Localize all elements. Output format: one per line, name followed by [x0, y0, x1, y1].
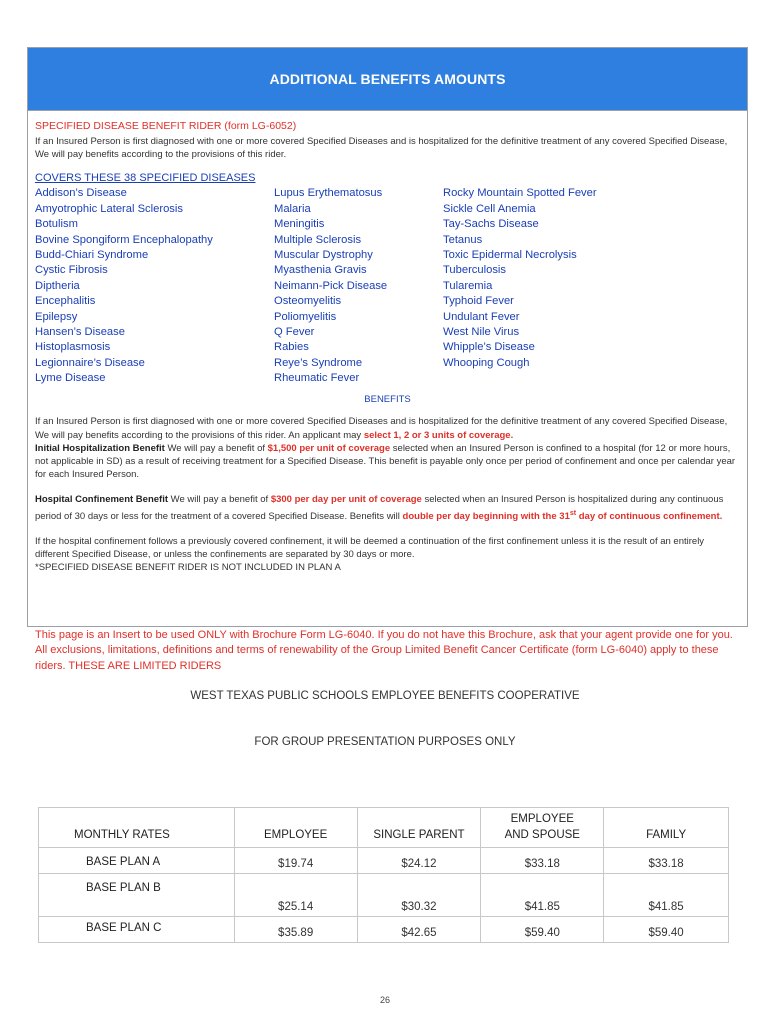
disease-item: Sickle Cell Anemia: [443, 202, 536, 215]
rate-cell: $24.12: [357, 848, 481, 874]
presentation-note: FOR GROUP PRESENTATION PURPOSES ONLY: [254, 736, 516, 748]
disease-item: Bovine Spongiform Encephalopathy: [35, 233, 213, 246]
header-employee-line2: AND SPOUSE: [504, 829, 580, 841]
header-single-parent: SINGLE PARENT: [357, 808, 481, 848]
disease-item: Malaria: [274, 202, 311, 215]
disease-item: Lyme Disease: [35, 372, 106, 385]
disease-item: Tay-Sachs Disease: [443, 218, 539, 231]
table-header-row: [39, 808, 729, 848]
rate-cell: $30.32: [357, 874, 481, 917]
disease-item: Addison’s Disease: [35, 187, 127, 200]
covers-title: COVERS THESE 38 SPECIFIED DISEASES: [35, 172, 256, 185]
confinement-sup: st: [569, 509, 577, 517]
header-monthly-rates: MONTHLY RATES: [39, 808, 235, 848]
rider-intro: If an Insured Person is first diagnosed with one or more covered Specified Diseases and is hospitalized for the definitive treatment of any covered Specified Disease, We will pay benefits according to the provisions of this rider.: [35, 136, 728, 161]
disease-item: Tetanus: [443, 233, 483, 246]
disease-column-1: [35, 186, 213, 386]
rate-cell: $35.89: [234, 917, 357, 943]
plan-a-note: *SPECIFIED DISEASE BENEFIT RIDER IS NOT INCLUDED IN PLAN A: [35, 562, 341, 574]
disease-item: Rocky Mountain Spotted Fever: [443, 187, 597, 200]
disease-item: Tularemia: [443, 279, 493, 292]
initial-text-b: selected when an Insured Person is confined to a hospital (for 12 or more hours, not applicable in SD) as a result of receiving treatment for a Specified Disease. This benefit is payable only once per period of confinement and once per calendar year for each Insured Person.: [35, 442, 736, 481]
monthly-rates-table: [38, 807, 729, 943]
disease-item: Botulism: [35, 218, 78, 231]
rate-cell: $33.18: [481, 848, 604, 874]
rate-cell: $59.40: [481, 917, 604, 943]
disease-item: Neimann-Pick Disease: [274, 279, 388, 292]
hospital-confinement-label: Hospital Confinement Benefit: [35, 494, 169, 506]
header-employee-line1: EMPLOYEE: [510, 813, 574, 825]
disease-item: Whipple’s Disease: [443, 341, 535, 354]
rider-heading: SPECIFIED DISEASE BENEFIT RIDER (form LG-6052): [35, 120, 297, 132]
panel-body: [28, 111, 747, 575]
disease-item: Toxic Epidermal Necrolysis: [443, 249, 577, 262]
hospital-confinement: [35, 493, 740, 523]
continuation-text: If the hospital confinement follows a previously covered confinement, it will be deemed a continuation of the first confinement unless it is the result of an entirely different Specified Disease, or unless the confinements are separated by 30 days or more.: [35, 535, 705, 561]
benefits-intro: [35, 415, 740, 481]
disease-list: [35, 186, 740, 386]
disease-item: Legionnaire’s Disease: [35, 356, 145, 369]
benefits-intro-text: If an Insured Person is first diagnosed with one or more covered Specified Diseases and is hospitalized for the definitive treatment of any covered Specified Disease, We will pay benefits according to the provisions of this rider. An applicant may: [35, 416, 728, 441]
disease-item: Poliomyelitis: [274, 310, 337, 323]
disease-column-3: [443, 186, 597, 371]
table-row: [39, 917, 729, 943]
disease-item: West Nile Virus: [443, 326, 520, 339]
disease-item: Budd-Chiari Syndrome: [35, 249, 149, 262]
disease-item: Multiple Sclerosis: [274, 233, 362, 246]
disease-item: Muscular Dystrophy: [274, 249, 373, 262]
rate-cell: $25.14: [234, 874, 357, 917]
units-period: .: [510, 429, 514, 441]
rate-cell: $42.65: [357, 917, 481, 943]
disease-item: Myasthenia Gravis: [274, 264, 367, 277]
insert-notice: This page is an Insert to be used ONLY with Brochure Form LG-6040. If you do not have this Brochure, ask that your agent provide one for you. All exclusions, limitations, definitions and terms of renewability of the Group Limited Benefit Cancer Certificate (form LG-6040) apply to these riders. THESE ARE LIMITED RIDERS: [35, 629, 733, 672]
page-number: 26: [379, 995, 390, 1005]
disease-column-2: [274, 186, 387, 386]
disease-item: Rheumatic Fever: [274, 372, 360, 385]
table-row: [39, 874, 729, 917]
table-row: [39, 848, 729, 874]
benefits-title: BENEFITS: [364, 394, 411, 406]
benefits-banner: [28, 48, 747, 111]
initial-amount: $1,500 per unit of coverage: [267, 442, 391, 454]
confinement-text-a: We will pay a benefit of: [168, 494, 271, 506]
initial-hospitalization-label: Initial Hospitalization Benefit: [35, 442, 165, 454]
rate-cell: $41.85: [481, 874, 604, 917]
disease-item: Diptheria: [35, 279, 80, 292]
benefits-panel: [27, 47, 748, 627]
plan-label: BASE PLAN B: [39, 874, 235, 917]
banner-title: ADDITIONAL BENEFITS AMOUNTS: [269, 71, 506, 87]
header-employee: EMPLOYEE: [234, 808, 357, 848]
units-of-coverage: select 1, 2 or 3 units of coverage: [363, 429, 511, 441]
disease-item: Epilepsy: [35, 310, 78, 323]
plan-label: BASE PLAN A: [39, 848, 235, 874]
plan-label: BASE PLAN C: [39, 917, 235, 943]
rate-cell: $41.85: [604, 874, 729, 917]
confinement-double: double per day beginning with the 31: [402, 510, 570, 522]
confinement-amount: $300 per day per unit of coverage: [270, 494, 422, 506]
disease-item: Histoplasmosis: [35, 341, 111, 354]
disease-item: Lupus Erythematosus: [274, 187, 383, 200]
disease-item: Rabies: [274, 341, 309, 354]
header-employee-and-spouse: [481, 808, 604, 848]
disease-item: Reye’s Syndrome: [274, 356, 363, 369]
organization-name: WEST TEXAS PUBLIC SCHOOLS EMPLOYEE BENEFITS COOPERATIVE: [190, 690, 580, 702]
disease-item: Cystic Fibrosis: [35, 264, 108, 277]
disease-item: Tuberculosis: [443, 264, 507, 277]
rate-cell: $59.40: [604, 917, 729, 943]
initial-text-a: We will pay a benefit of: [164, 442, 268, 454]
confinement-double-end: day of continuous confinement.: [576, 510, 723, 522]
disease-item: Amyotrophic Lateral Sclerosis: [35, 202, 183, 215]
disease-item: Hansen’s Disease: [35, 326, 125, 339]
disease-item: Undulant Fever: [443, 310, 520, 323]
header-family: FAMILY: [604, 808, 729, 848]
rate-cell: $19.74: [234, 848, 357, 874]
rate-cell: $33.18: [604, 848, 729, 874]
disease-item: Meningitis: [274, 218, 325, 231]
disease-item: Encephalitis: [35, 295, 96, 308]
disease-item: Typhoid Fever: [443, 295, 514, 308]
disease-item: Q Fever: [274, 326, 315, 339]
disease-item: Osteomyelitis: [274, 295, 342, 308]
disease-item: Whooping Cough: [443, 356, 530, 369]
confinement-text-b: selected when an Insured Person is hospitalized during any continuous period of 30 days or less for the treatment of a covered Specified Disease. Benefits will: [35, 494, 724, 522]
